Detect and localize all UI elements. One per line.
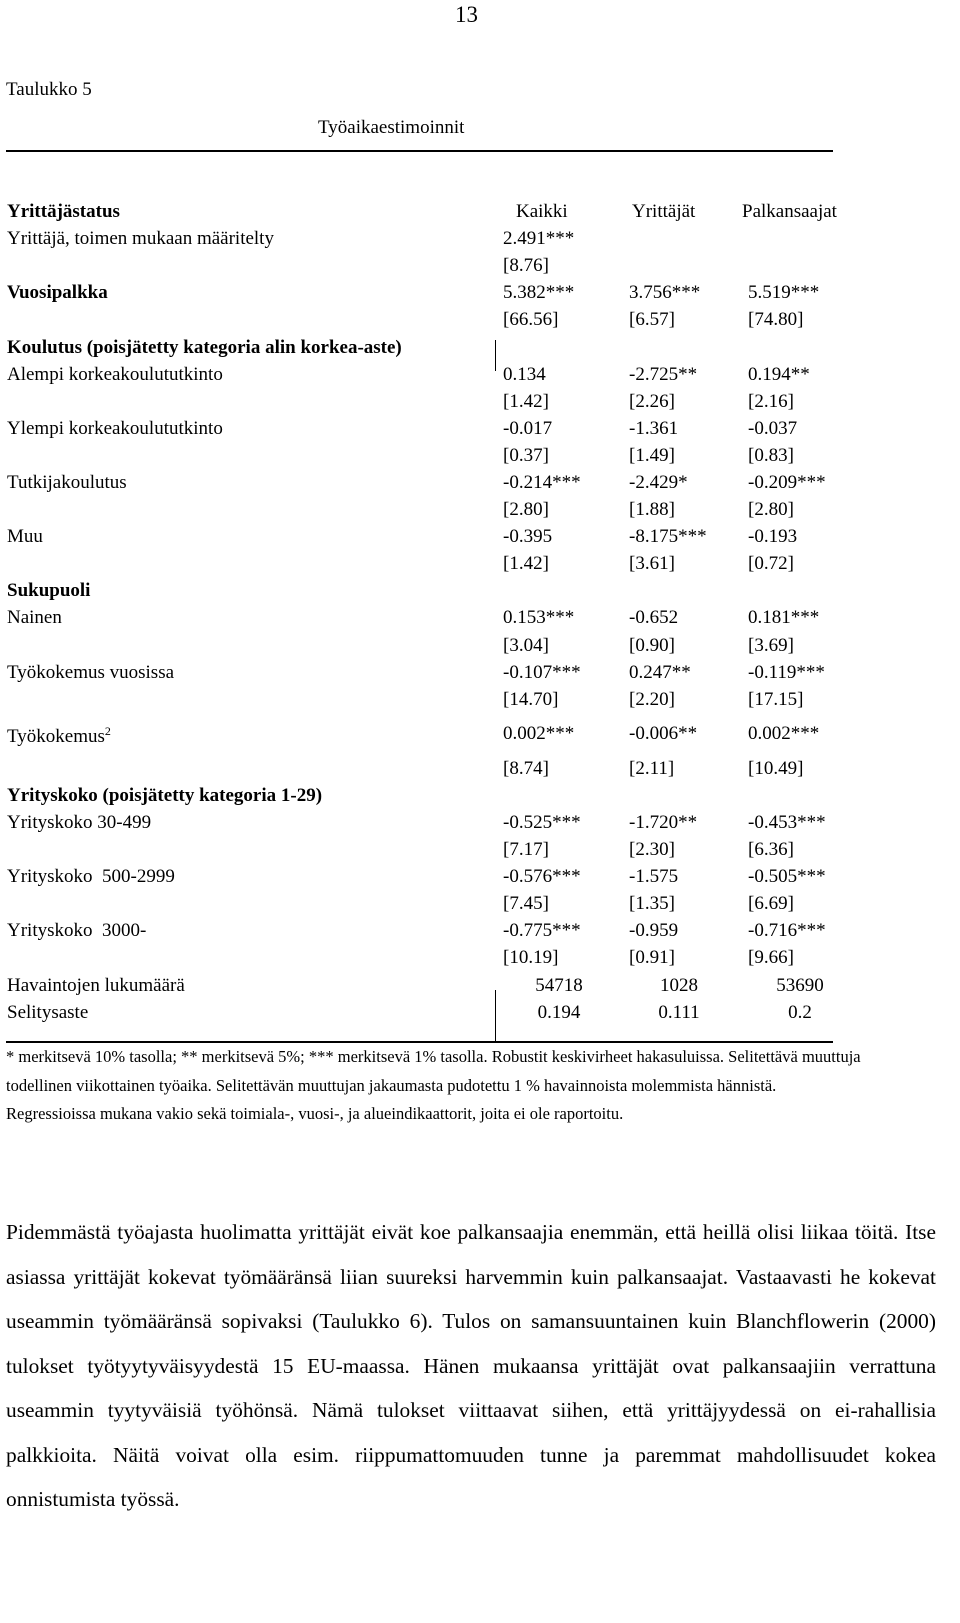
cell-palkansaajat: -0.119*** — [748, 661, 825, 683]
row-label — [6, 469, 502, 496]
cell-yrittajat: -0.006** — [629, 722, 698, 744]
row-label-text: Yrityskoko 3000- — [7, 920, 147, 942]
cell-yrittajat: 3.756*** — [629, 282, 701, 304]
row-label — [6, 713, 502, 755]
row-label — [6, 442, 502, 469]
cell-yrittajat: -8.175*** — [629, 526, 707, 548]
cell-kaikki: [10.19] — [503, 947, 559, 969]
cell-palkansaajat: [0.83] — [748, 444, 794, 466]
row-label-text: Nainen — [7, 607, 62, 629]
cell-palkansaajat: 0.002*** — [748, 722, 820, 744]
row-label — [6, 755, 502, 782]
cell-palkansaajat — [742, 225, 858, 252]
cell-kaikki: -0.576*** — [503, 866, 581, 888]
cell-yrittajat: [2.11] — [629, 757, 675, 779]
table-row — [6, 782, 858, 809]
table-row — [6, 944, 858, 971]
cell-kaikki: 0.134 — [503, 363, 546, 385]
cell-kaikki: 0.194 — [537, 1001, 581, 1023]
cell-palkansaajat — [742, 252, 858, 279]
table-row — [6, 686, 858, 713]
row-label-text: Sukupuoli — [7, 580, 91, 602]
row-label-superscript: 2 — [104, 723, 111, 738]
row-label-text: Selitysaste — [7, 1001, 89, 1023]
cell-kaikki: 5.382*** — [503, 282, 575, 304]
row-label — [6, 496, 502, 523]
cell-palkansaajat: 0.194** — [748, 363, 810, 385]
cell-palkansaajat — [742, 333, 858, 360]
row-label — [6, 577, 502, 604]
cell-yrittajat: [2.30] — [629, 839, 675, 861]
row-label — [6, 333, 502, 360]
cell-kaikki: [8.76] — [503, 255, 549, 277]
table-row — [6, 333, 858, 360]
row-label — [6, 999, 502, 1026]
table-row — [6, 225, 858, 252]
cell-palkansaajat: -0.716*** — [748, 920, 826, 942]
cell-kaikki: [1.42] — [503, 553, 549, 575]
table-footnote: * merkitsevä 10% tasolla; ** merkitsevä 5%; *** merkitsevä 1% tasolla. Robustit keskivirheet hakasuluissa. Selitettävä muuttuja todellinen viikottainen työaika. Selitettävän muuttujan jakaumasta pudotettu 1 % havainnoista molemmista hännistä. Regressioissa mukana vakio sekä toimiala-, vuosi-, ja alueindikaattorit, joita ei ole raportoitu. — [6, 1047, 861, 1123]
cell-palkansaajat: -0.505*** — [748, 866, 826, 888]
body-paragraph: Pidemmästä työajasta huolimatta yrittäjät eivät koe palkansaajia enemmän, että heillä olisi liikaa töitä. Itse asiassa yrittäjät kokevat työmääränsä liian suureksi harvemmin kuin palkansaajat. Vastaavasti he kokevat useammin työmääränsä sopivaksi (Taulukko 6). Tulos on samansuuntainen kuin Blanchflowerin (2000) tulokset työtyytyväisyydestä 15 EU-maassa. Hänen mukaansa yrittäjät ovat palkansaajiin verrattuna useammin tyytyväisiä työhönsä. Nämä tulokset viittaavat siihen, että yrittäjyydessä on ei-rahallisia palkkioita. Näitä voivat olla esim. riippumattomuuden tunne ja paremmat mahdollisuudet kokea onnistumista työssä. — [6, 1220, 936, 1511]
row-label-text: Työkokemus vuosissa — [7, 661, 175, 683]
row-label — [6, 686, 502, 713]
row-label — [6, 659, 502, 686]
cell-palkansaajat: [3.69] — [748, 634, 794, 656]
cell-palkansaajat: [6.69] — [748, 893, 794, 915]
cell-kaikki: [14.70] — [503, 688, 559, 710]
row-label — [6, 890, 502, 917]
row-label — [6, 632, 502, 659]
cell-kaikki: [1.42] — [503, 390, 549, 412]
table-row — [6, 388, 858, 415]
table-header-row — [6, 198, 858, 225]
cell-kaikki: [8.74] — [503, 757, 549, 779]
cell-palkansaajat: -0.037 — [748, 417, 798, 439]
row-label-text: Tutkijakoulutus — [7, 471, 127, 493]
table-row — [6, 755, 858, 782]
row-label — [6, 388, 502, 415]
table-row — [6, 306, 858, 333]
cell-yrittajat: 0.247** — [629, 661, 691, 683]
table-top-rule — [6, 150, 833, 152]
results-table — [6, 198, 858, 1026]
cell-kaikki: -0.107*** — [503, 661, 581, 683]
cell-yrittajat: [3.61] — [629, 553, 675, 575]
cell-kaikki: 54718 — [535, 974, 583, 996]
table-row — [6, 972, 858, 999]
table-row — [6, 999, 858, 1026]
cell-kaikki: [66.56] — [503, 309, 559, 331]
cell-palkansaajat: [0.72] — [748, 553, 794, 575]
cell-palkansaajat: 0.2 — [788, 1001, 812, 1023]
cell-kaikki: [2.80] — [503, 499, 549, 521]
cell-yrittajat: [1.49] — [629, 444, 675, 466]
cell-kaikki: -0.395 — [503, 526, 553, 548]
table-row — [6, 442, 858, 469]
row-label — [6, 523, 502, 550]
cell-kaikki: -0.525*** — [503, 812, 581, 834]
row-label-text: Koulutus (poisjätetty kategoria alin korkea-aste) — [7, 336, 402, 358]
cell-palkansaajat: [6.36] — [748, 839, 794, 861]
cell-yrittajat: [0.90] — [629, 634, 675, 656]
cell-yrittajat — [616, 333, 742, 360]
cell-palkansaajat: [9.66] — [748, 947, 794, 969]
row-label — [6, 836, 502, 863]
cell-kaikki: -0.214*** — [503, 471, 581, 493]
table-row — [6, 863, 858, 890]
cell-yrittajat: [1.35] — [629, 893, 675, 915]
cell-yrittajat: -1.575 — [629, 866, 679, 888]
table-row — [6, 713, 858, 755]
cell-palkansaajat: [2.80] — [748, 499, 794, 521]
cell-yrittajat: 1028 — [660, 974, 698, 996]
row-label-text: Alempi korkeakoulututkinto — [7, 363, 223, 385]
row-label-text: Yrittäjä, toimen mukaan määritelty — [7, 228, 274, 250]
row-label — [6, 415, 502, 442]
cell-palkansaajat: -0.453*** — [748, 812, 826, 834]
row-label-text: Yrityskoko (poisjätetty kategoria 1-29) — [7, 784, 323, 806]
table-row — [6, 836, 858, 863]
table-row — [6, 415, 858, 442]
table-label: Taulukko 5 — [6, 79, 92, 100]
row-label-text: Havaintojen lukumäärä — [7, 974, 185, 996]
cell-yrittajat: -0.652 — [629, 607, 679, 629]
cell-kaikki: 0.153*** — [503, 607, 575, 629]
cell-kaikki: [0.37] — [503, 444, 549, 466]
cell-kaikki: [7.45] — [503, 893, 549, 915]
row-label-text: Muu — [7, 526, 43, 548]
cell-kaikki: -0.017 — [503, 417, 553, 439]
table-row — [6, 659, 858, 686]
cell-palkansaajat: 0.181*** — [748, 607, 820, 629]
row-label — [6, 252, 502, 279]
table-row — [6, 604, 858, 631]
table-row — [6, 577, 858, 604]
row-label — [6, 863, 502, 890]
row-label — [6, 782, 502, 809]
row-label-text: Ylempi korkeakoulututkinto — [7, 417, 223, 439]
cell-kaikki: 0.002*** — [503, 722, 575, 744]
row-label-text: Työkokemus — [7, 725, 105, 747]
cell-yrittajat: [2.20] — [629, 688, 675, 710]
column-header-kaikki: Kaikki — [516, 201, 568, 223]
row-label — [6, 604, 502, 631]
row-label — [6, 361, 502, 388]
row-label — [6, 306, 502, 333]
cell-kaikki: 2.491*** — [503, 228, 575, 250]
cell-palkansaajat: [10.49] — [748, 757, 804, 779]
row-label-text: Vuosipalkka — [7, 282, 108, 304]
table-row — [6, 890, 858, 917]
cell-yrittajat: -1.361 — [629, 417, 679, 439]
cell-palkansaajat: [17.15] — [748, 688, 804, 710]
cell-kaikki — [502, 782, 616, 809]
cell-palkansaajat: -0.193 — [748, 526, 798, 548]
cell-yrittajat: 0.111 — [658, 1001, 700, 1023]
cell-palkansaajat: 53690 — [776, 974, 824, 996]
table-row — [6, 917, 858, 944]
cell-yrittajat — [616, 252, 742, 279]
cell-palkansaajat: -0.209*** — [748, 471, 826, 493]
cell-palkansaajat: 5.519*** — [748, 282, 820, 304]
table-row — [6, 361, 858, 388]
row-label — [6, 279, 502, 306]
row-label — [6, 809, 502, 836]
cell-yrittajat: [2.26] — [629, 390, 675, 412]
cell-palkansaajat: [74.80] — [748, 309, 804, 331]
cell-yrittajat: [6.57] — [629, 309, 675, 331]
cell-kaikki — [502, 333, 616, 360]
table-row — [6, 550, 858, 577]
cell-palkansaajat — [742, 782, 858, 809]
table-row — [6, 809, 858, 836]
cell-yrittajat — [616, 577, 742, 604]
table-row — [6, 469, 858, 496]
table-row — [6, 252, 858, 279]
row-label — [6, 225, 502, 252]
table-row — [6, 496, 858, 523]
row-label — [6, 917, 502, 944]
cell-yrittajat: -1.720** — [629, 812, 698, 834]
cell-yrittajat — [616, 225, 742, 252]
row-label-text: Yrityskoko 30-499 — [7, 812, 152, 834]
cell-yrittajat: [1.88] — [629, 499, 675, 521]
column-header-palkansaajat: Palkansaajat — [742, 201, 837, 223]
cell-yrittajat: -2.429* — [629, 471, 688, 493]
cell-palkansaajat: [2.16] — [748, 390, 794, 412]
cell-kaikki: [7.17] — [503, 839, 549, 861]
cell-kaikki: -0.775*** — [503, 920, 581, 942]
column-header-yrittajat: Yrittäjät — [632, 201, 696, 223]
table-row — [6, 523, 858, 550]
column-group-title: Yrittäjästatus — [7, 201, 120, 223]
table-row — [6, 279, 858, 306]
table-row — [6, 632, 858, 659]
cell-kaikki — [502, 577, 616, 604]
row-label — [6, 944, 502, 971]
cell-yrittajat: [0.91] — [629, 947, 675, 969]
table-title: Työaikaestimoinnit — [318, 117, 465, 138]
cell-yrittajat: -0.959 — [629, 920, 679, 942]
row-label — [6, 972, 502, 999]
cell-yrittajat: -2.725** — [629, 363, 698, 385]
cell-kaikki: [3.04] — [503, 634, 549, 656]
cell-palkansaajat — [742, 577, 858, 604]
row-label — [6, 550, 502, 577]
cell-yrittajat — [616, 782, 742, 809]
row-label-text: Yrityskoko 500-2999 — [7, 866, 175, 888]
page-number: 13 — [455, 2, 478, 27]
